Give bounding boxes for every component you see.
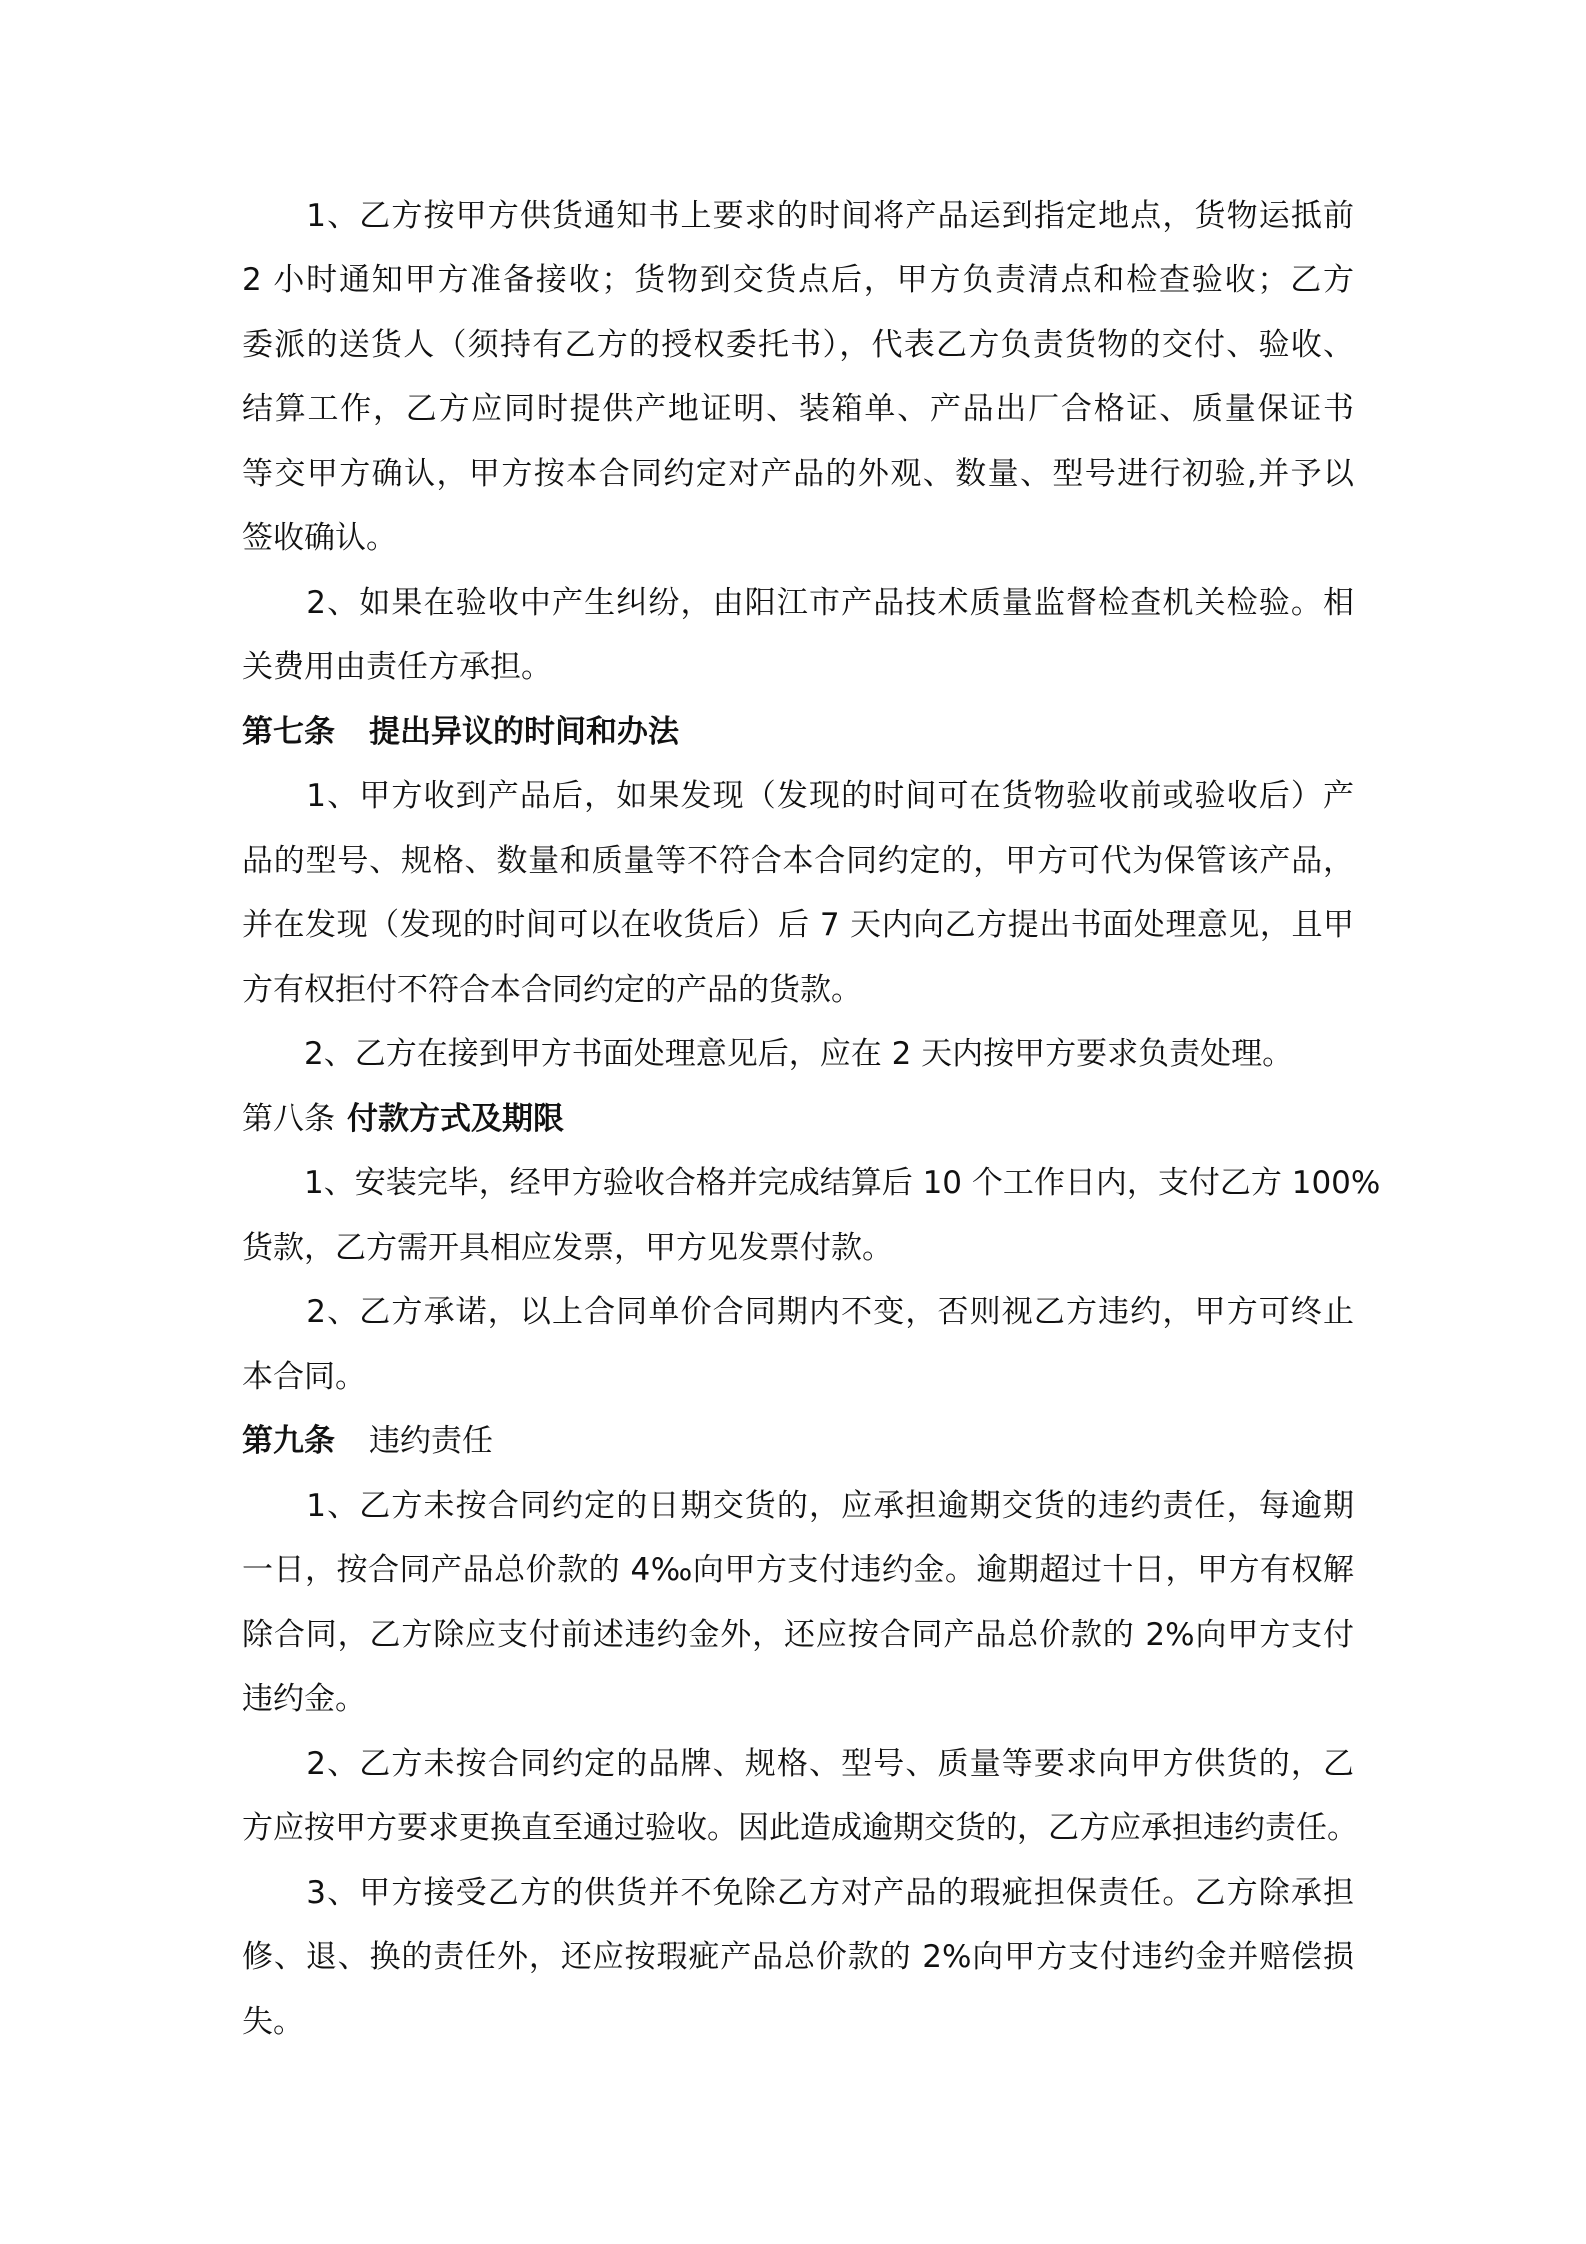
article-heading-9	[242, 1421, 493, 1461]
article-number: 第七条	[242, 714, 335, 750]
paragraph-line: 结算工作，乙方应同时提供产地证明、装箱单、产品出厂合格证、质量保证书	[242, 391, 1354, 427]
article-heading-7	[242, 712, 679, 752]
paragraph-line: 并在发现（发现的时间可以在收货后）后 7 天内向乙方提出书面处理意见，且甲	[242, 907, 1354, 943]
paragraph-line: 方有权拒付不符合本合同约定的产品的货款。	[242, 972, 862, 1008]
paragraph-line: 除合同，乙方除应支付前述违约金外，还应按合同产品总价款的 2%向甲方支付	[242, 1617, 1354, 1653]
paragraph-line: 修、退、换的责任外，还应按瑕疵产品总价款的 2%向甲方支付违约金并赔偿损	[242, 1939, 1354, 1975]
paragraph-line: 2、乙方未按合同约定的品牌、规格、型号、质量等要求向甲方供货的，乙	[242, 1746, 1354, 1782]
paragraph-line: 货款，乙方需开具相应发票，甲方见发票付款。	[242, 1230, 893, 1266]
paragraph-line: 1、甲方收到产品后，如果发现（发现的时间可在货物验收前或验收后）产	[242, 778, 1354, 814]
paragraph-line: 委派的送货人（须持有乙方的授权委托书），代表乙方负责货物的交付、验收、	[242, 327, 1354, 363]
paragraph-line: 2、乙方在接到甲方书面处理意见后，应在 2 天内按甲方要求负责处理。	[242, 1036, 1294, 1072]
paragraph-line: 本合同。	[242, 1359, 366, 1395]
paragraph-line: 1、乙方未按合同约定的日期交货的，应承担逾期交货的违约责任，每逾期	[242, 1488, 1354, 1524]
article-title: 违约责任	[369, 1423, 493, 1459]
paragraph-line: 违约金。	[242, 1681, 366, 1717]
article-heading-8	[242, 1099, 564, 1139]
paragraph-line: 方应按甲方要求更换直至通过验收。因此造成逾期交货的，乙方应承担违约责任。	[242, 1810, 1358, 1846]
paragraph-line: 2、乙方承诺，以上合同单价合同期内不变，否则视乙方违约，甲方可终止	[242, 1294, 1354, 1330]
article-title: 提出异议的时间和办法	[369, 714, 679, 750]
paragraph-line: 2 小时通知甲方准备接收；货物到交货点后，甲方负责清点和检查验收；乙方	[242, 262, 1354, 298]
paragraph-line: 2、如果在验收中产生纠纷，由阳江市产品技术质量监督检查机关检验。相	[242, 585, 1354, 621]
article-number: 第八条	[242, 1101, 335, 1137]
paragraph-line: 签收确认。	[242, 520, 397, 556]
paragraph-line: 等交甲方确认，甲方按本合同约定对产品的外观、数量、型号进行初验,并予以	[242, 456, 1354, 492]
article-title: 付款方式及期限	[347, 1101, 564, 1137]
paragraph-line: 一日，按合同产品总价款的 4‰向甲方支付违约金。逾期超过十日，甲方有权解	[242, 1552, 1354, 1588]
paragraph-line: 1、乙方按甲方供货通知书上要求的时间将产品运到指定地点，货物运抵前	[242, 198, 1354, 234]
paragraph-line: 1、安装完毕，经甲方验收合格并完成结算后 10 个工作日内，支付乙方 100%	[242, 1165, 1381, 1201]
article-number: 第九条	[242, 1423, 335, 1459]
paragraph-line: 失。	[242, 2004, 304, 2040]
paragraph-line: 品的型号、规格、数量和质量等不符合本合同约定的，甲方可代为保管该产品，	[242, 843, 1354, 879]
paragraph-line: 关费用由责任方承担。	[242, 649, 552, 685]
paragraph-line: 3、甲方接受乙方的供货并不免除乙方对产品的瑕疵担保责任。乙方除承担	[242, 1875, 1354, 1911]
